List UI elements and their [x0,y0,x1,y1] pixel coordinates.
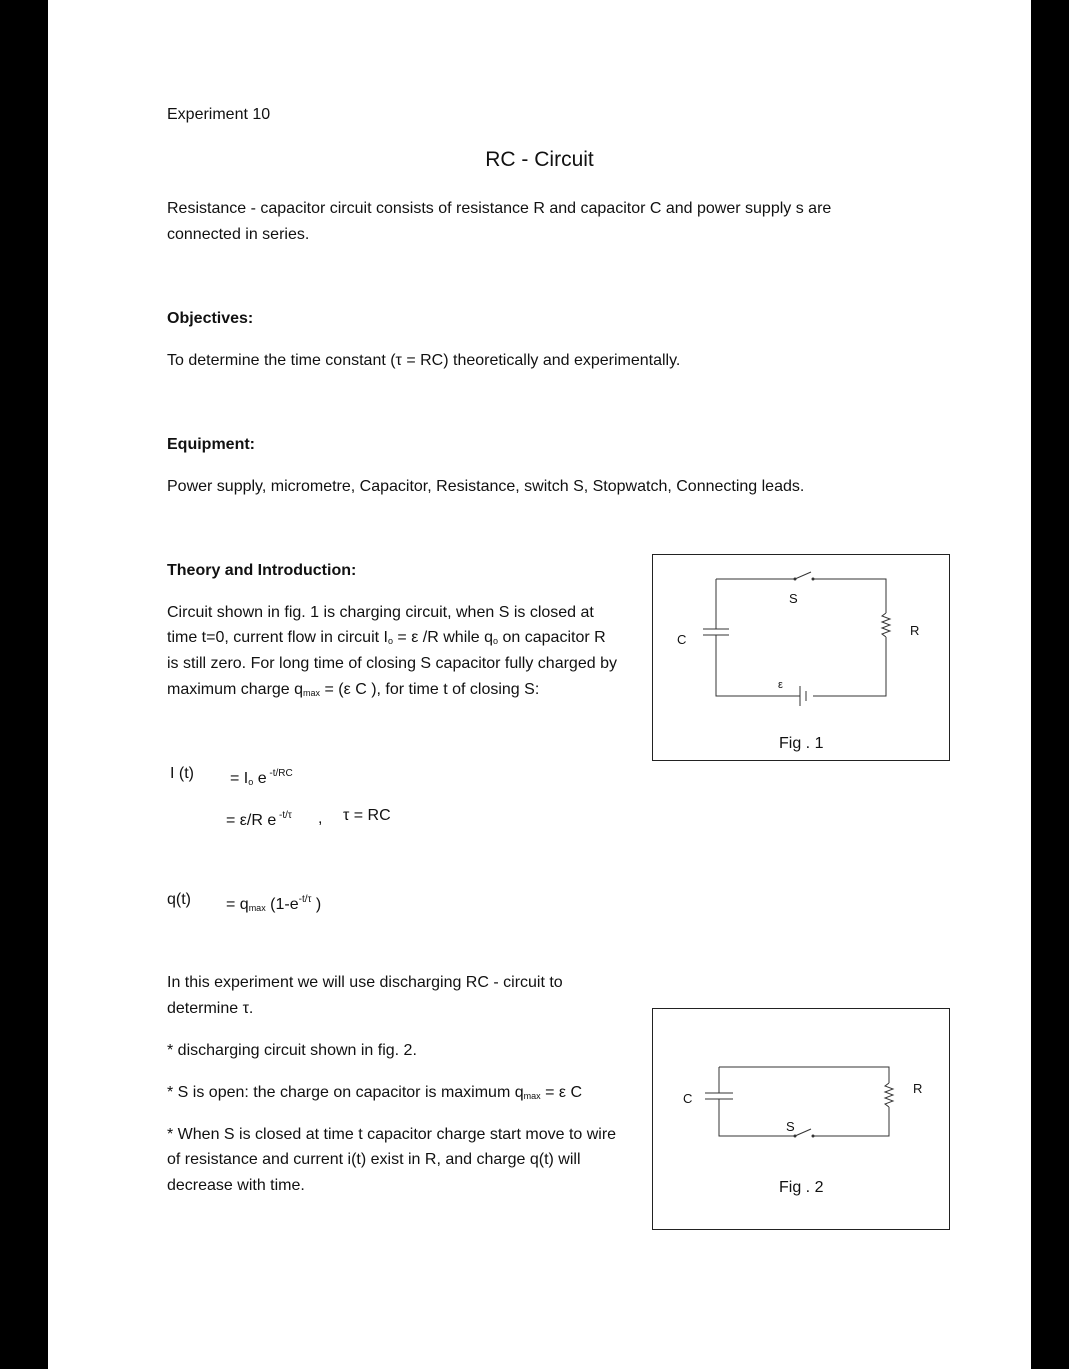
fig1-label-r: R [910,623,920,638]
current-equation-1: = $I_o$ e $^{-t/RC}$ [230,768,293,787]
page-title: RC - Circuit [485,148,594,171]
fig2-label-r: R [913,1081,923,1096]
document-page [48,0,1031,1369]
equipment-text: Power supply, micrometre, Capacitor, Resistance, switch S, Stopwatch, Connecting leads. [167,478,805,495]
theory-heading: Theory and Introduction: [167,562,357,579]
current-equation-2: = ε/R e $^{-t/\tau}$ [226,810,292,829]
intro-line-2: connected in series. [167,226,310,243]
fig1-switch-contact-1 [794,578,797,581]
fig1-wire-top-right [813,579,886,613]
theory-line-3: is still zero. For long time of closing S capacitor fully charged by [167,655,617,672]
figure-1-charging-circuit [652,554,950,761]
tau-equation: τ = RC [343,807,391,824]
fig2-resistor [885,1083,893,1107]
fig2-label-c: C [683,1091,693,1106]
charging-circuit-diagram [653,555,949,760]
fig1-switch-contact-2 [812,578,815,581]
objectives-text: To determine the time constant (τ = RC) theoretically and experimentally. [167,352,681,369]
experiment-label: Experiment 10 [167,106,271,123]
fig2-switch-lever [795,1129,811,1136]
fig1-resistor [882,613,890,637]
theory-line-4: maximum charge $q_{max} = (\varepsilon$ C ), for time t of closing S: [167,681,540,698]
fig1-caption: Fig . 1 [779,735,824,752]
fig2-label-s: S [786,1119,795,1134]
theory-line-1: Circuit shown in fig. 1 is charging circuit, when S is closed at [167,604,594,621]
charge-equation: = $q_{max}$ ($1-e^{-t/\tau}$ ) [226,894,322,913]
fig2-switch-contact-1 [794,1135,797,1138]
discharge-bullet-3-line-3: decrease with time. [167,1177,305,1194]
theory-line-2: time t=0, current flow in circuit $I_o = \varepsilon$ /R while $q_o$ on capacitor R [167,629,606,646]
figure-2-discharging-circuit [652,1008,950,1230]
fig1-label-c: C [677,632,687,647]
discharge-bullet-2: * S is open: the charge on capacitor is maximum $q_{max} = \varepsilon$ C [167,1084,583,1101]
objectives-heading: Objectives: [167,310,254,327]
fig2-wire-bottom [719,1099,889,1136]
discharge-bullet-3-line-2: of resistance and current i(t) exist in R, and charge q(t) will [167,1151,581,1168]
fig2-switch-contact-2 [812,1135,815,1138]
equipment-heading: Equipment: [167,436,255,453]
discharge-bullet-3-line-1: * When S is closed at time t capacitor charge start move to wire [167,1126,617,1143]
fig2-wire-top [719,1067,889,1093]
current-label: I (t) [170,765,194,782]
fig1-label-s: S [789,591,798,606]
charge-label: q(t) [167,891,191,908]
discharge-line-1: In this experiment we will use discharging RC - circuit to [167,974,563,991]
fig1-wire-top-left [716,572,811,579]
intro-line-1: Resistance - capacitor circuit consists of resistance R and capacitor C and power supply s are [167,200,832,217]
fig1-wire-right [813,637,886,696]
fig2-caption: Fig . 2 [779,1179,824,1196]
fig1-wire-left [716,579,800,696]
discharge-line-2: determine τ. [167,1000,254,1017]
fig1-label-emf: ε [778,679,783,691]
equation-comma: , [318,810,323,827]
discharge-bullet-1: * discharging circuit shown in fig. 2. [167,1042,417,1059]
